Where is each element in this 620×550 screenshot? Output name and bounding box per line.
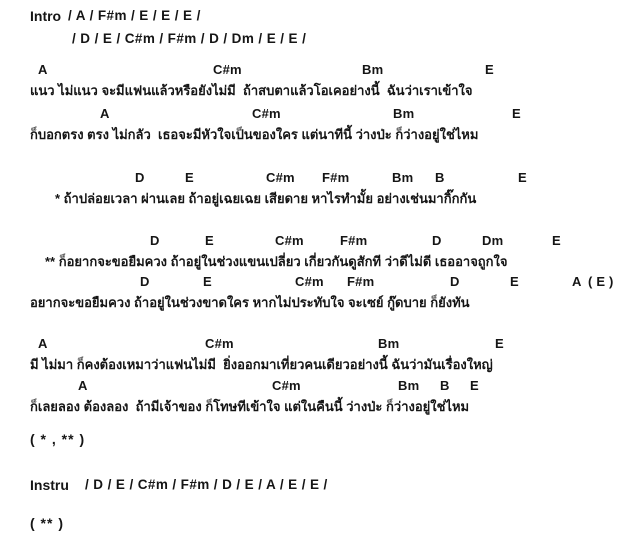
chord: A [38,62,48,77]
chord: D [150,233,160,248]
instru-chords-line: / D / E / C#m / F#m / D / E / A / E / E / [85,477,328,492]
chord: D [432,233,442,248]
chord: Dm [482,233,504,248]
chord: B [440,378,450,393]
chord: A [78,378,88,393]
chord: E [205,233,214,248]
lyric-line: * ถ้าปล่อยเวลา ผ่านเลย ถ้าอยู่เฉยเฉย เสียดาย หาไรทำมั้ย อย่างเช่นมากิ๊กกัน [55,191,477,206]
chord: C#m [272,378,301,393]
chord: E [185,170,194,185]
lyric-line: ** ก็อยากจะขอยืมควง ถ้าอยู่ในช่วงแขนเปลี่ยว เกี่ยวกันดูสักที ว่าดีไม่ดี เธออาจถูกใจ [45,254,508,269]
intro-chords-line-2: / D / E / C#m / F#m / D / Dm / E / E / [72,31,307,46]
chord: F#m [340,233,368,248]
chord: E [518,170,527,185]
lyric-line: มี ไม่มา ก็คงต้องเหมาว่าแฟนไม่มี ยิ่งออกมาเที่ยวคนเดียวอย่างนี้ ฉันว่ามันเรื่องใหญ่ [30,357,493,372]
intro-chords-line-1: / A / F#m / E / E / E / [68,8,201,23]
chord: C#m [205,336,234,351]
chord: Bm [392,170,414,185]
chord: D [140,274,150,289]
chord: D [450,274,460,289]
chord: A [38,336,48,351]
repeat-note-2: ( ** ) [30,515,64,531]
instru-label: Instru [30,477,69,493]
chord: A [100,106,110,121]
chord: E [510,274,519,289]
chord: A [572,274,582,289]
repeat-note-1: ( * , ** ) [30,431,86,447]
chord: B [435,170,445,185]
lyric-line: ก็เลยลอง ต้องลอง ถ้ามีเจ้าของ ก็โทษทีเข้าใจ แต่ในคืนนี้ ว่างป่ะ ก็ว่างอยู่ใช่ไหม [30,399,470,414]
chord: Bm [393,106,415,121]
chord: E [552,233,561,248]
chord: C#m [252,106,281,121]
chord: C#m [275,233,304,248]
chord: E [485,62,494,77]
chord: Bm [398,378,420,393]
chord: Bm [362,62,384,77]
chord: E [470,378,479,393]
chord: F#m [347,274,375,289]
intro-label: Intro [30,8,62,24]
chord: E [495,336,504,351]
chord: C#m [295,274,324,289]
chord: ( E ) [588,274,614,289]
lyric-line: อยากจะขอยืมควง ถ้าอยู่ในช่วงขาดใคร หากไม่ประทับใจ จะเซย์ กู๊ดบาย ก็ยังทัน [30,295,470,310]
chord: C#m [266,170,295,185]
chord: E [203,274,212,289]
chord: F#m [322,170,350,185]
lyric-line: แนว ไม่แนว จะมีแฟนแล้วหรือยังไม่มี ถ้าสบตาแล้วโอเคอย่างนี้ ฉันว่าเราเข้าใจ [30,83,473,98]
chord: D [135,170,145,185]
lyric-line: ก็บอกตรง ตรง ไม่กลัว เธอจะมีหัวใจเป็นของใคร แต่นาทีนี้ ว่างป่ะ ก็ว่างอยู่ใช่ไหม [30,127,479,142]
chord: Bm [378,336,400,351]
chord: E [512,106,521,121]
chord: C#m [213,62,242,77]
